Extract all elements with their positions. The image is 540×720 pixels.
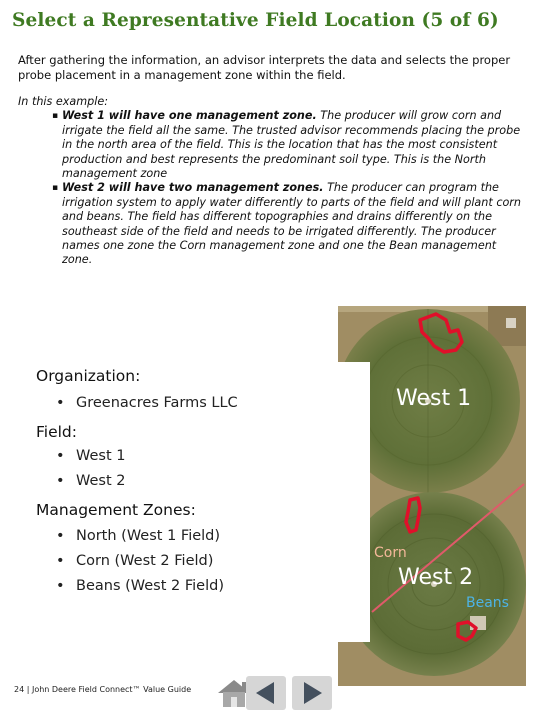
example-item-bold: West 2 will have two management zones.: [62, 181, 324, 195]
arrow-left-icon: [246, 676, 286, 710]
building: [506, 318, 516, 328]
footer-text: 24 | John Deere Field Connect™ Value Guide: [14, 685, 192, 694]
field-item: • West 2: [56, 473, 126, 489]
zone-item: • Beans (West 2 Field): [56, 578, 224, 594]
example-list: [18, 109, 523, 267]
example-item-west1: [62, 109, 523, 181]
organization-item: • Greenacres Farms LLC: [56, 395, 238, 411]
map-label-corn: Corn: [374, 545, 407, 561]
field-item: • West 1: [56, 448, 126, 464]
example-lead: In this example:: [18, 95, 109, 108]
zone-item: • North (West 1 Field): [56, 528, 221, 544]
next-page-button[interactable]: [292, 676, 332, 710]
info-panel: [30, 362, 370, 642]
example-item-text: The producer can program the irrigation system to apply water differently to parts of the field and will plant corn and beans. The field has different topographies and drains differently on the southeast side of the field and needs to be irrigated differently. The producer names one zone the Corn management zone and one the Bean management zone.: [62, 181, 521, 267]
zone-item: • Corn (West 2 Field): [56, 553, 214, 569]
arrow-right-icon: [292, 676, 332, 710]
organization-heading: Organization:: [36, 367, 141, 385]
example-section: [18, 95, 523, 268]
example-item-bold: West 1 will have one management zone.: [62, 109, 317, 123]
zones-heading: Management Zones:: [36, 501, 196, 519]
map-label-west1: West 1: [396, 386, 472, 411]
page-title: Select a Representative Field Location (5 of 6): [12, 10, 499, 31]
field-heading: Field:: [36, 423, 77, 441]
building: [470, 616, 486, 630]
example-item-west2: [62, 181, 523, 267]
example-item-text: The producer will grow corn and irrigate the field all the same. The trusted advisor recommends placing the probe in the north area of the field. This is the location that has the most consistent production and best represents the predominant soil type. This is the North management zone: [62, 109, 521, 181]
previous-page-button[interactable]: [246, 676, 286, 710]
intro-paragraph: After gathering the information, an advisor interprets the data and selects the proper probe placement in a management zone within the field.: [18, 53, 511, 82]
map-label-beans: Beans: [466, 595, 509, 611]
map-label-west2: West 2: [398, 565, 474, 590]
